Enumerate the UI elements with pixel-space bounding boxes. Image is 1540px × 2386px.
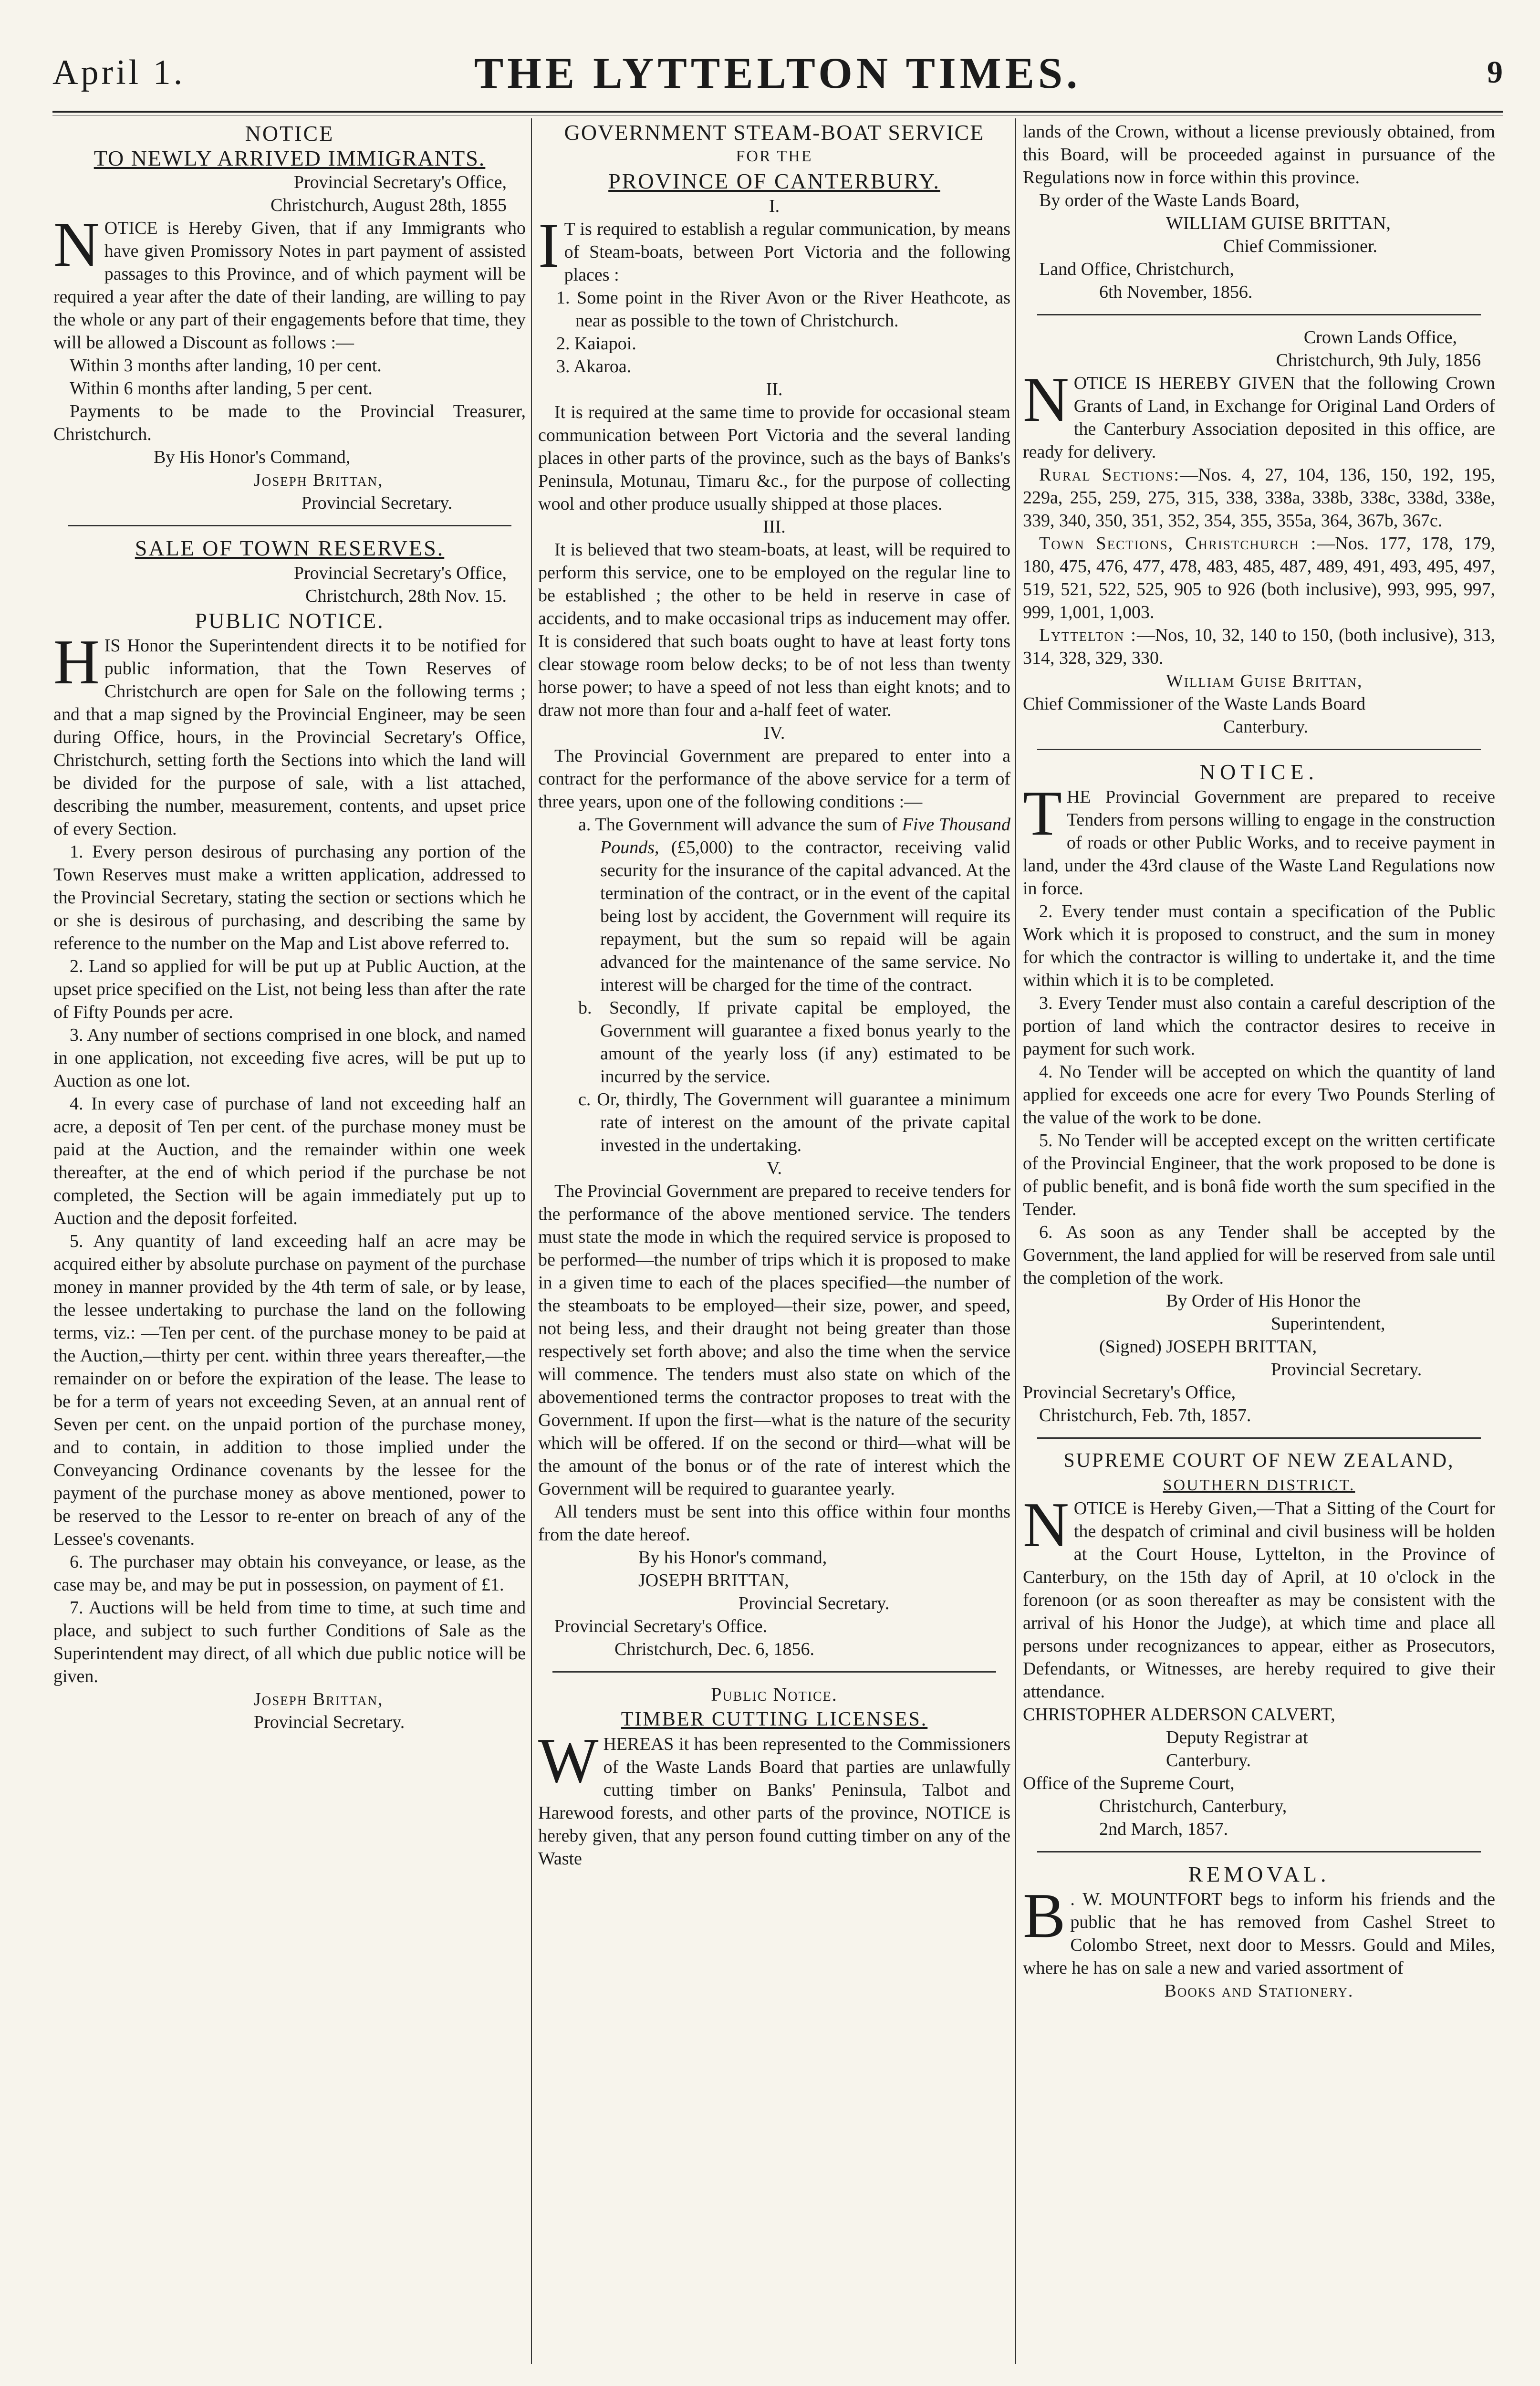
condition-c: c. Or, thirdly, The Government will guarantee a minimum rate of interest on the amount of the private capital invested in the undertaking. <box>578 1089 1010 1155</box>
signature-role: Provincial Secretary. <box>1271 1360 1422 1380</box>
section-paragraph: All tenders must be sent into this office within four months from the date hereof. <box>538 1502 1010 1545</box>
date-line: Christchurch, 28th Nov. 15. <box>305 586 507 606</box>
masthead <box>52 48 1503 110</box>
term-paragraph: 5. No Tender will be accepted except on the written certificate of the Provincial Engineer, that the work proposed to be done is of public benefit, and is bonâ fide worth the sum specified in the Tender. <box>1023 1130 1495 1219</box>
notice-title: NOTICE. <box>1199 760 1319 784</box>
date-line: 2nd March, 1857. <box>1099 1819 1228 1839</box>
signature: JOSEPH BRITTAN, <box>638 1570 789 1591</box>
notice-body: NOTICE is Hereby Given,—That a Sitting of the Court for the despatch of criminal and civil business will be holden at the Court House, Lyttelton, in the Province of Canterbury, on the 15th day of April, at 10 o'clock in the forenoon (or as soon thereafter as may be consistent with the arrival of his Honor the Judge), at which time and place all persons under recognizances to appear, either as Prosecutors, Defendants, or Witnesses, are hereby required to give their attendance. <box>1023 1489 1495 1702</box>
signature-role: Deputy Registrar at <box>1166 1727 1308 1748</box>
column-divider <box>1015 118 1016 2364</box>
drop-cap: B <box>1023 1880 1066 1951</box>
office-line: Land Office, Christchurch, <box>1039 259 1234 279</box>
date-line: Christchurch, August 28th, 1855 <box>270 195 507 215</box>
notice-waste-lands-continued <box>1023 120 1495 303</box>
term-paragraph: 7. Auctions will be held from time to time, at such time and place, and subject to such further Conditions of Sale as the Superintendent may direct, of all which due public notice will be given. <box>53 1598 526 1686</box>
place-item: 2. Kaiapoi. <box>556 334 636 354</box>
discount-line: Within 6 months after landing, 5 per cent. <box>70 378 373 398</box>
notice-tail: Books and Stationery. <box>1164 1981 1354 2001</box>
drop-cap: H <box>53 627 100 697</box>
office-line: Provincial Secretary's Office. <box>554 1616 768 1636</box>
notice-removal <box>1023 1863 1495 2002</box>
date-line: Christchurch, Dec. 6, 1856. <box>614 1639 814 1659</box>
term-paragraph: 4. No Tender will be accepted on which the quantity of land applied for exceeds one acre for every Two Pounds Sterling of the value of the work to be done. <box>1023 1062 1495 1128</box>
notice-body: WHEREAS it has been represented to the Commissioners of the Waste Lands Board that parties are unlawfully cutting timber on Banks' Peninsula, Talbot and Harewood forests, and other parts of the province, NOTICE is hereby given, that any person found cutting timber on any of the Waste <box>538 1725 1010 1869</box>
roman-numeral: I. <box>769 196 780 216</box>
date-line: 6th November, 1856. <box>1099 282 1253 302</box>
header-rule <box>52 111 1503 113</box>
term-paragraph: 4. In every case of purchase of land not exceeding half an acre, a deposit of Ten per cent. of the purchase money must be paid at the Auction, and the remainder within one week thereafter, at the end of which period if the purchase be not completed, the Section will be again immediately put up to Auction and the deposit forfeited. <box>53 1094 526 1228</box>
section-paragraph: It is believed that two steam-boats, at least, will be required to perform this service, one to be employed on the regular line to be established ; the other to be held in reserve in case of accidents, and to make occasional trips as inducement may offer. It is considered that such boats ought to have at least forty tons clear stowage room below decks; to be of not less than twenty horse power; to have a speed of not less than eight knots; and to draw not more than four and a-half feet of water. <box>538 540 1010 720</box>
notice-title: Public Notice. <box>711 1684 838 1705</box>
place-item: 1. Some point in the River Avon or the River Heathcote, as near as possible to the town of Christchurch. <box>556 288 1010 331</box>
drop-cap: N <box>1023 1489 1069 1560</box>
section-divider <box>1037 1851 1481 1852</box>
discount-line: Within 3 months after landing, 10 per cent. <box>70 356 382 376</box>
notice-subheading: SOUTHERN DISTRICT. <box>1163 1476 1355 1494</box>
section-divider <box>1037 314 1481 315</box>
town-sections: Town Sections, Christchurch :—Nos. 177, 178, 179, 180, 475, 476, 477, 478, 483, 485, 487, 489, 491, 493, 495, 497, 519, 521, 522, 525, 905 to 926 (both inclusive), 993, 995, 997, 999, 1,001, 1,003. <box>1023 534 1495 622</box>
section-divider <box>1037 1437 1481 1439</box>
section-paragraph: The Provincial Government are prepared to enter into a contract for the performance of the above service for a term of three years, upon one of the following conditions :— <box>538 746 1010 812</box>
office-line: Provincial Secretary's Office, <box>1023 1382 1236 1402</box>
command-line: By His Honor's Command, <box>154 447 351 467</box>
page-number: 9 <box>1487 55 1503 90</box>
office-line: Crown Lands Office, <box>1303 327 1457 347</box>
column-divider <box>531 118 532 2364</box>
command-line: By order of the Waste Lands Board, <box>1039 190 1300 210</box>
notice-heading: GOVERNMENT STEAM-BOAT SERVICE <box>564 120 985 145</box>
notice-heading: SUPREME COURT OF NEW ZEALAND, <box>1063 1450 1455 1472</box>
notice-timber-licenses <box>538 1683 1010 1870</box>
notice-title: REMOVAL. <box>1188 1862 1330 1886</box>
section-divider <box>552 1671 996 1673</box>
column-1 <box>53 120 526 2369</box>
drop-cap: W <box>538 1725 599 1796</box>
signature: Joseph Brittan, <box>254 470 384 490</box>
notice-crown-grants <box>1023 326 1495 738</box>
signature-role: Provincial Secretary. <box>254 1712 405 1732</box>
roman-numeral: II. <box>766 379 783 399</box>
condition-b: b. Secondly, If private capital be employed, the Government will guarantee a fixed bonus yearly to the amount of the yearly loss (if any) estimated to be incurred by the service. <box>578 998 1010 1087</box>
drop-cap: N <box>1023 364 1069 435</box>
signature-role: Chief Commissioner of the Waste Lands Board <box>1023 694 1366 714</box>
term-paragraph: 1. Every person desirous of purchasing any portion of the Town Reserves must make a written application, addressed to the Provincial Secretary, stating the section or sections which he or she is desirous of purchasing, and describing the same by reference to the number on the Map and List above referred to. <box>53 842 526 953</box>
office-line: Office of the Supreme Court, <box>1023 1773 1235 1793</box>
notice-heading: PROVINCE OF CANTERBURY. <box>608 169 940 193</box>
term-paragraph: 2. Land so applied for will be put up at Public Auction, at the upset price specified on the List, not being less than after the rate of Fifty Pounds per acre. <box>53 956 526 1022</box>
section-divider <box>1037 749 1481 750</box>
office-line: Provincial Secretary's Office, <box>293 172 507 192</box>
notice-supreme-court <box>1023 1449 1495 1841</box>
notice-tenders <box>1023 761 1495 1427</box>
drop-cap: I <box>538 210 560 281</box>
command-line: Superintendent, <box>1271 1314 1385 1334</box>
term-paragraph: 6. As soon as any Tender shall be accepted by the Government, the land applied for will be reserved from sale until the completion of the work. <box>1023 1222 1495 1288</box>
notice-body: NOTICE IS HEREBY GIVEN that the following Crown Grants of Land, in Exchange for Original Land Orders of the Canterbury Association deposited in this office, are ready for delivery. <box>1023 364 1495 462</box>
signature: (Signed) JOSEPH BRITTAN, <box>1099 1337 1317 1357</box>
term-paragraph: 5. Any quantity of land exceeding half an acre may be acquired either by absolute purchase on payment of the purchase money in manner provided by the 4th term of sale, or by lease, the lessee undertaking to purchase the land on the following terms, viz.: —Ten per cent. of the purchase money to be paid at the Auction,—thirty per cent. within three years thereafter,—the remainder on or before the expiration of the lease. The lease to be for a term of years not exceeding Seven, at an annual rent of Seven per cent. on the unpaid portion of the purchase money, and to contain, in addition to those implied under the Conveyancing Ordinance covenants by the lessee for the payment of the purchase money as above mentioned, power to be reserved to the Lessor to re-enter on breach of any of the Lessee's covenants. <box>53 1231 526 1549</box>
signature-role: Provincial Secretary. <box>739 1593 890 1613</box>
signature-role: Chief Commissioner. <box>1223 236 1377 256</box>
notice-title: NOTICE <box>245 121 334 146</box>
issue-date: April 1. <box>52 53 186 92</box>
notice-heading: TIMBER CUTTING LICENSES. <box>621 1708 928 1730</box>
notice-body: NOTICE is Hereby Given, that if any Immigrants who have given Promissory Notes in part payment of assisted passages to this Province, and of which payment will be required a year after the date of their landing, are willing to pay the whole or any part of their engagements before that time, they will be allowed a Discount as follows :— <box>53 209 526 353</box>
notice-body: THE Provincial Government are prepared to receive Tenders from persons willing to engage in the construction of roads or other Public Works, and to receive payment in land, under the 43rd clause of the Waste Land Regulations now in force. <box>1023 778 1495 899</box>
section-divider <box>68 525 511 526</box>
signature: William Guise Brittan, <box>1166 671 1363 691</box>
notice-body: HIS Honor the Superintendent directs it to be notified for public information, that the Town Reserves of Christchurch are open for Sale on the following terms ; and that a map signed by the Provincial Engineer, may be seen during Office, hours, in the Provincial Secretary's Office, Christchurch, setting forth the Sections into which the land will be divided for the purpose of sale, with a list attached, describing the number, measurement, contents, and upset price of every Section. <box>53 627 526 839</box>
signature: WILLIAM GUISE BRITTAN, <box>1166 213 1391 233</box>
column-2 <box>538 120 1010 2369</box>
notice-body: lands of the Crown, without a license previously obtained, from this Board, will be proceeded against in pursuance of the Regulations now in force within this province. <box>1023 122 1495 188</box>
roman-numeral: IV. <box>763 723 785 743</box>
payment-line: Payments to be made to the Provincial Treasurer, Christchurch. <box>53 401 526 444</box>
section-paragraph: The Provincial Government are prepared to receive tenders for the performance of the above mentioned service. The tenders must state the mode in which the required service is proposed to be performed—the number of trips which it is proposed to make in a given time to each of the places specified—the number of the steamboats to be employed—their size, power, and speed, not being less, and their draught not being greater than those respectively set forth above; and also the time when the service will commence. The tenders must also state on which of the abovementioned terms the contractor proposes to treat with the Government. If upon the first—what is the nature of the security which will be offered. If on the second or third—what will be the amount of the bonus or of the rate of interest which the Government will be required to guarantee yearly. <box>538 1181 1010 1499</box>
drop-cap: T <box>1023 778 1062 848</box>
date-line: Christchurch, 9th July, 1856 <box>1276 350 1481 370</box>
signature-place: Canterbury. <box>1223 717 1308 737</box>
office-line: Provincial Secretary's Office, <box>293 563 507 583</box>
roman-numeral: V. <box>766 1158 782 1178</box>
notice-heading: TO NEWLY ARRIVED IMMIGRANTS. <box>94 146 486 170</box>
notice-subheading: PUBLIC NOTICE. <box>195 608 385 633</box>
notice-heading-small: FOR THE <box>736 147 813 165</box>
notice-body: I T is required to establish a regular communication, by means of Steam-boats, between Port Victoria and the following places : <box>538 210 1010 285</box>
signature: Joseph Brittan, <box>254 1689 384 1709</box>
notice-body: B . W. MOUNTFORT begs to inform his friends and the public that he has removed from Cashel Street to Colombo Street, next door to Messrs. Gould and Miles, where he has on sale a new and varied assortment of <box>1023 1880 1495 1978</box>
condition-a: a. The Government will advance the sum of Five Thousand Pounds, (£5,000) to the contractor, receiving valid security for the insurance of the capital advanced. At the termination of the contract, or in the event of the capital being lost by accident, the Government will require its repayment, but the sum so repaid will be again advanced for the maintenance of the same service. No interest will be charged for the time of the contract. <box>578 815 1010 995</box>
command-line: By Order of His Honor the <box>1166 1291 1361 1311</box>
signature-place: Canterbury. <box>1166 1750 1251 1770</box>
rural-sections: Rural Sections:—Nos. 4, 27, 104, 136, 150, 192, 195, 229a, 255, 259, 275, 315, 338, 338a, 338b, 338c, 338d, 338e, 339, 340, 350, 351, 352, 354, 355, 355a, 364, 367b, 367c. <box>1023 465 1495 531</box>
term-paragraph: 6. The purchaser may obtain his conveyance, or lease, as the case may be, and may be put in possession, on payment of £1. <box>53 1552 526 1595</box>
date-line: Christchurch, Feb. 7th, 1857. <box>1039 1405 1251 1425</box>
section-paragraph: It is required at the same time to provide for occasional steam communication between Port Victoria and the several landing places in other parts of the province, such as the bays of Banks's Peninsula, Motunau, Timaru &c., for the purpose of collecting wool and other produce usually shipped at those places. <box>538 402 1010 514</box>
address-line: Christchurch, Canterbury, <box>1099 1796 1287 1816</box>
notice-heading: SALE OF TOWN RESERVES. <box>135 536 445 560</box>
newspaper-title: THE LYTTELTON TIMES. <box>474 49 1082 97</box>
term-paragraph: 2. Every tender must contain a specification of the Public Work which it is proposed to construct, and the sum in money for which the contractor is willing to undertake it, and the time within which it is to be completed. <box>1023 901 1495 990</box>
column-3 <box>1023 120 1495 2369</box>
notice-immigrants <box>53 122 526 514</box>
term-paragraph: 3. Every Tender must also contain a careful description of the portion of land which the contractor desires to receive in payment for such work. <box>1023 993 1495 1059</box>
roman-numeral: III. <box>763 517 786 537</box>
signature: CHRISTOPHER ALDERSON CALVERT, <box>1023 1705 1335 1725</box>
command-line: By his Honor's command, <box>638 1548 827 1568</box>
notice-town-reserves <box>53 537 526 1734</box>
lyttelton-sections: Lyttelton :—Nos, 10, 32, 140 to 150, (both inclusive), 313, 314, 328, 329, 330. <box>1023 625 1495 668</box>
notice-steam-boat <box>538 121 1010 1661</box>
signature-role: Provincial Secretary. <box>302 493 453 513</box>
drop-cap: N <box>53 209 100 280</box>
term-paragraph: 3. Any number of sections comprised in one block, and named in one application, not exceeding five acres, will be put up to Auction as one lot. <box>53 1025 526 1091</box>
place-item: 3. Akaroa. <box>556 356 632 377</box>
